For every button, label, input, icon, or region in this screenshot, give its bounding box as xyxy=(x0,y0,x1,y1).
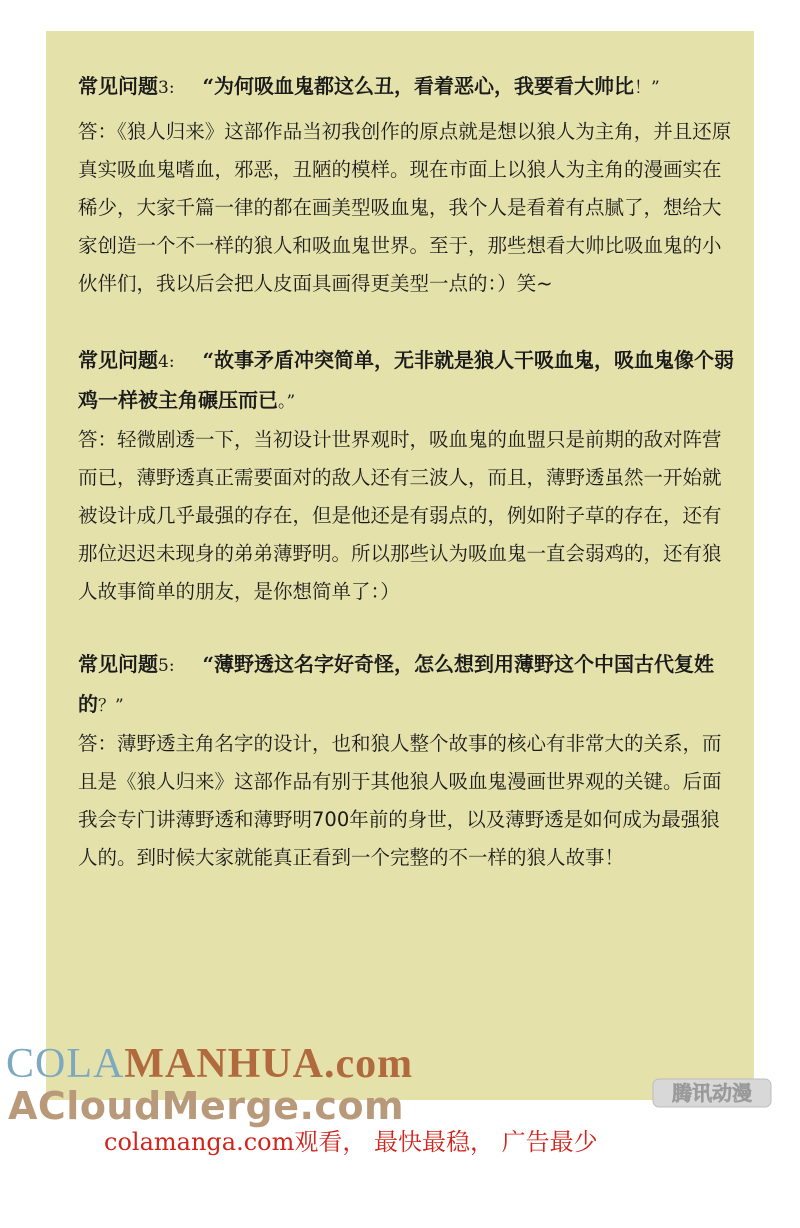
svg-text:腾讯动漫: 腾讯动漫 xyxy=(672,1081,752,1105)
faq-item-3 xyxy=(78,67,736,303)
question-4: 常见问题4: “故事矛盾冲突简单，无非就是狼人干吸血鬼，吸血鬼像个弱鸡一样被主角碾压而已。” xyxy=(78,348,735,412)
answer-5: 答：薄野透主角名字的设计，也和狼人整个故事的核心有非常大的关系，而且是《狼人归来》这部作品有别于其他狼人吸血鬼漫画世界观的关键。后面我会专门讲薄野透和薄野明700年前的身世，以及薄野透是如何成为最强狼人的。到时候大家就能真正看到一个完整的不一样的狼人故事！ xyxy=(78,732,722,869)
faq-item-5 xyxy=(78,645,736,877)
question-5: 常见问题5: “薄野透这名字好奇怪，怎么想到用薄野这个中国古代复姓的？” xyxy=(78,652,715,716)
text-panel xyxy=(46,31,754,1100)
tencent-comics-logo-icon xyxy=(652,1076,772,1110)
footer-notice: colamanga.com观看， 最快最稳， 广告最少 xyxy=(104,1128,598,1156)
watermark-acloudmerge: ACloudMerge.com xyxy=(8,1084,405,1128)
watermark-colamanhua: COLAMANHUA.com xyxy=(6,1041,414,1087)
question-3: 常见问题3: “为何吸血鬼都这么丑，看着恶心，我要看大帅比！” xyxy=(78,74,660,98)
answer-4: 答：轻微剧透一下，当初设计世界观时，吸血鬼的血盟只是前期的敌对阵营而已，薄野透真正需要面对的敌人还有三波人，而且，薄野透虽然一开始就被设计成几乎最强的存在，但是他还是有弱点的，例如附子草的存在，还有那位迟迟未现身的弟弟薄野明。所以那些认为吸血鬼一直会弱鸡的，还有狼人故事简单的朋友，是你想简单了：） xyxy=(78,428,722,603)
answer-3: 答：《狼人归来》这部作品当初我创作的原点就是想以狼人为主角，并且还原真实吸血鬼嗜血，邪恶，丑陋的模样。现在市面上以狼人为主角的漫画实在稀少，大家千篇一律的都在画美型吸血鬼，我个人是看着有点腻了，想给大家创造一个不一样的狼人和吸血鬼世界。至于，那些想看大帅比吸血鬼的小伙伴们，我以后会把人皮面具画得更美型一点的：）笑~ xyxy=(78,120,732,295)
faq-item-4 xyxy=(78,341,736,611)
